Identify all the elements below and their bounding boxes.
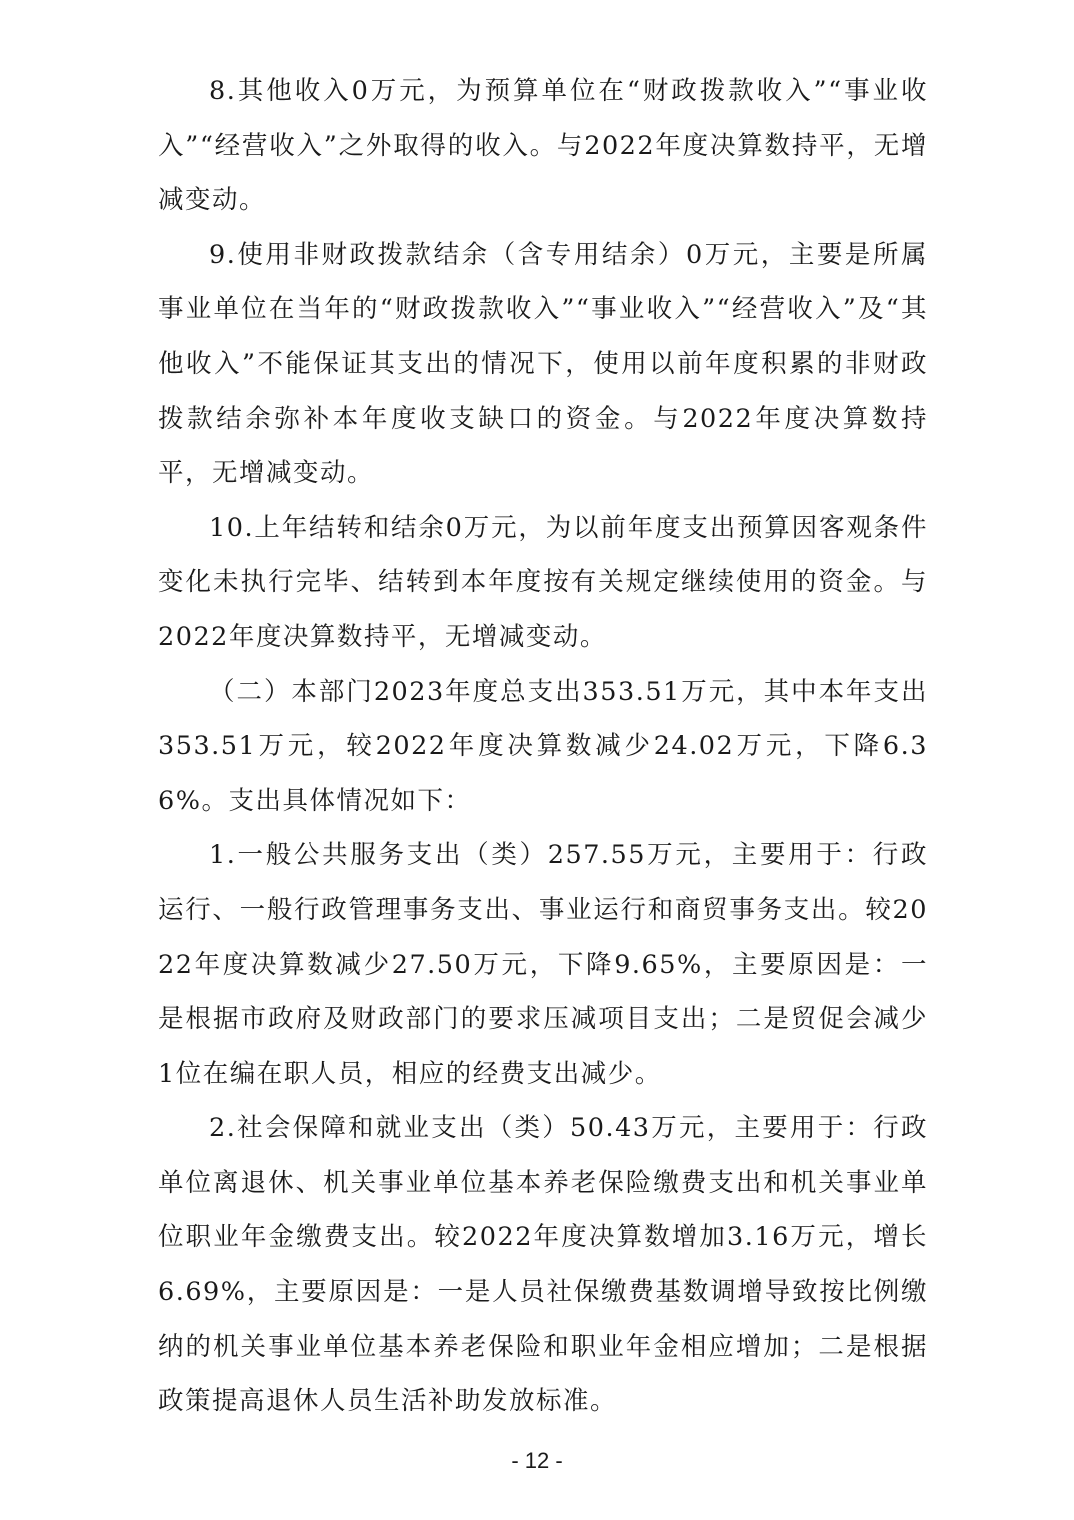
page-number: - 12 - [511,1448,563,1473]
paragraph-carryover: 10.上年结转和结余0万元，为以前年度支出预算因客观条件变化未执行完毕、结转到本年度按有关规定继续使用的资金。与2022年度决算数持平，无增减变动。 [158,512,928,652]
paragraph-social-security: 2.社会保障和就业支出（类）50.43万元，主要用于：行政单位离退休、机关事业单位基本养老保险缴费支出和机关事业单位职业年金缴费支出。较2022年度决算数增加3.16万元，增长6.69%，主要原因是：一是人员社保缴费基数调增导致按比例缴纳的机关事业单位基本养老保险和职业年金相应增加；二是根据政策提高退休人员生活补助发放标准。 [158,1113,928,1417]
paragraph-non-fiscal-balance: 9.使用非财政拨款结余（含专用结余）0万元，主要是所属事业单位在当年的“财政拨款收入”“事业收入”“经营收入”及“其他收入”不能保证其支出的情况下，使用以前年度积累的非财政拨款结余弥补本年度收支缺口的资金。与2022年度决算数持平，无增减变动。 [158,239,928,489]
paragraph-other-income: 8.其他收入0万元，为预算单位在“财政拨款收入”“事业收入”“经营收入”之外取得的收入。与2022年度决算数持平，无增减变动。 [158,76,928,216]
page-body [158,64,928,1429]
paragraph-total-expenditure: （二）本部门2023年度总支出353.51万元，其中本年支出353.51万元，较2022年度决算数减少24.02万元，下降6.36%。支出具体情况如下： [158,676,928,816]
paragraph-public-services: 1.一般公共服务支出（类）257.55万元，主要用于：行政运行、一般行政管理事务支出、事业运行和商贸事务支出。较2022年度决算数减少27.50万元，下降9.65%，主要原因是：一是根据市政府及财政部门的要求压减项目支出；二是贸促会减少1位在编在职人员，相应的经费支出减少。 [158,840,928,1089]
